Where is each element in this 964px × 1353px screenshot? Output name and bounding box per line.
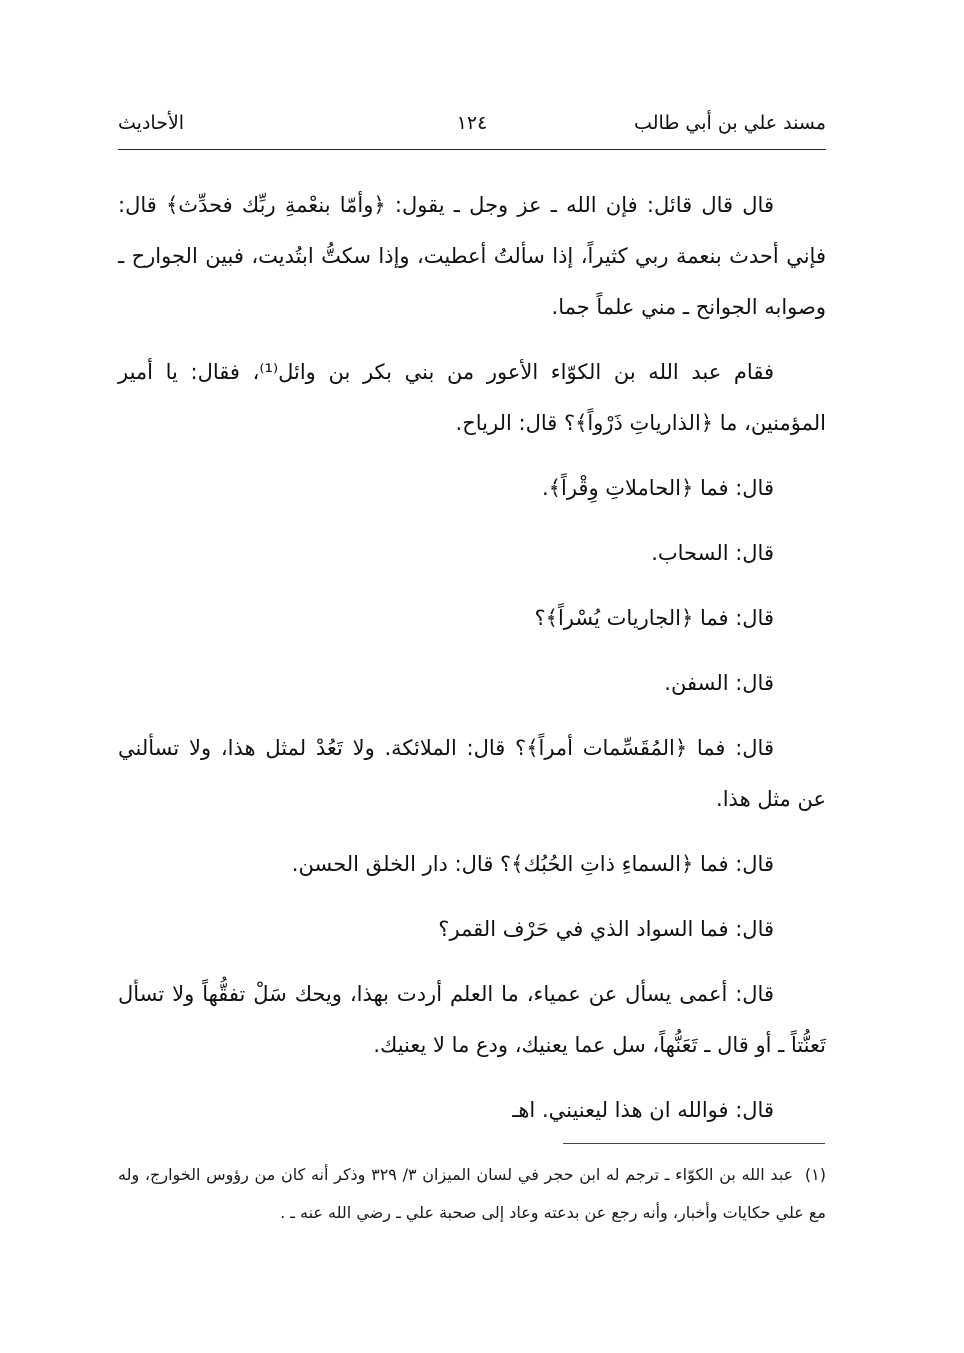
footnote-text: عبد الله بن الكوّاء ـ ترجم له ابن حجر في لسان الميزان ٣/ ٣٢٩ وذكر أنه كان من رؤوس الخوارج، وله مع علي حكايات وأخبار، وأنه رجع عن بدعته وعاد إلى صحبة علي ـ رضي الله عنه ـ . xyxy=(118,1165,826,1222)
paragraph-11: قال: فوالله ان هذا ليعنيني. اهـ xyxy=(512,1098,774,1122)
paragraph-8: قال: فما ﴿السماءِ ذاتِ الحُبُك﴾؟ قال: دار الخلق الحسن. xyxy=(291,852,774,876)
page-number: ١٢٤ xyxy=(456,112,488,134)
book-title: مسند علي بن أبي طالب xyxy=(634,112,826,134)
paragraph-6: قال: السفن. xyxy=(664,671,774,695)
footnote xyxy=(118,1156,826,1232)
paragraph-5: قال: فما ﴿الجاريات يُسْراً﴾؟ xyxy=(534,606,774,630)
running-header xyxy=(118,112,826,142)
footnote-rule xyxy=(563,1143,825,1144)
paragraph-3: قال: فما ﴿الحاملاتِ وِقْراً﴾. xyxy=(542,476,774,500)
paragraph-4: قال: السحاب. xyxy=(651,541,774,565)
footnote-number: (١) xyxy=(804,1165,826,1184)
paragraph-9: قال: فما السواد الذي في حَرْف القمر؟ xyxy=(438,917,774,941)
paragraph-10: قال: أعمى يسأل عن عمياء، ما العلم أردت بهذا، ويحك سَلْ تفقُّهاً ولا تسأل تَعنُّتاً ـ أو قال ـ تَعَنُّهاً، سل عما يعنيك، ودع ما لا يعنيك. xyxy=(118,982,826,1057)
paragraph-7: قال: فما ﴿المُقَسِّمات أمراً﴾؟ قال: الملائكة. ولا تَعُدْ لمثل هذا، ولا تسألني عن مثل هذا. xyxy=(118,736,826,811)
paragraph-2: فقام عبد الله بن الكوّاء الأعور من بني بكر بن وائل⁽¹⁾، فقال: يا أمير المؤمنين، ما ﴿الذارياتِ ذَرْواً﴾؟ قال: الرياح. xyxy=(118,360,826,435)
main-text xyxy=(118,180,826,1150)
section-title: الأحاديث xyxy=(118,112,185,134)
header-rule xyxy=(118,149,826,150)
paragraph-1: قال قال قائل: فإن الله ـ عز وجل ـ يقول: ﴿وأمّا بنعْمةِ ربِّك فحدِّث﴾ قال: فإني أحدث بنعمة ربي كثيراً، إذا سألتُ أعطيت، وإذا سكتُّ ابتُديت، فبين الجوارح ـ وصوابه الجوانح ـ مني علماً جما. xyxy=(118,193,826,319)
